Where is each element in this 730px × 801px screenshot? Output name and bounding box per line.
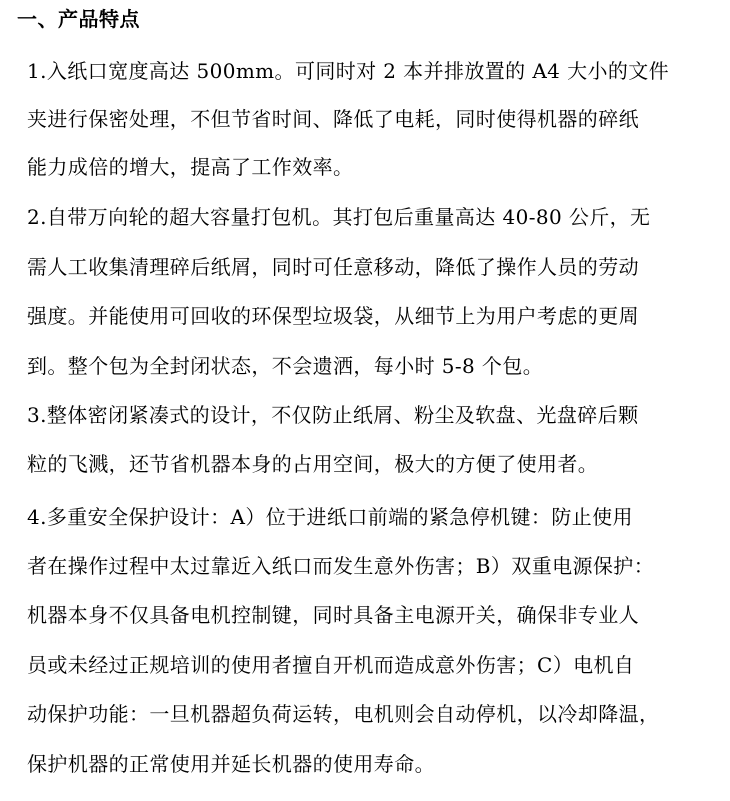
paragraph-4-line-3: 机器本身不仅具备电机控制键，同时具备主电源开关，确保非专业人 (27, 603, 639, 627)
paragraph-1-line-1: 1.入纸口宽度高达 500mm。可同时对 2 本并排放置的 A4 大小的文件 (27, 59, 670, 83)
paragraph-4-line-6: 保护机器的正常使用并延长机器的使用寿命。 (27, 752, 435, 776)
paragraph-2-line-1: 2.自带万向轮的超大容量打包机。其打包后重量高达 40-80 公斤，无 (27, 205, 651, 229)
paragraph-1-line-3: 能力成倍的增大，提高了工作效率。 (27, 155, 354, 179)
paragraph-2-line-2: 需人工收集清理碎后纸屑，同时可任意移动，降低了操作人员的劳动 (27, 255, 639, 279)
paragraph-4-line-5: 动保护功能：一旦机器超负荷运转，电机则会自动停机，以冷却降温， (27, 702, 660, 726)
paragraph-4-line-1: 4.多重安全保护设计：A）位于进纸口前端的紧急停机键：防止使用 (27, 505, 633, 529)
paragraph-4-line-2: 者在操作过程中太过靠近入纸口而发生意外伤害；B）双重电源保护： (27, 554, 655, 578)
paragraph-4-line-4: 员或未经过正规培训的使用者擅自开机而造成意外伤害；C）电机自 (27, 653, 635, 677)
paragraph-2-line-4: 到。整个包为全封闭状态，不会遗洒，每小时 5-8 个包。 (27, 354, 544, 378)
paragraph-3-line-1: 3.整体密闭紧凑式的设计，不仅防止纸屑、粉尘及软盘、光盘碎后颗 (27, 403, 639, 427)
paragraph-1-line-2: 夹进行保密处理，不但节省时间、降低了电耗，同时使得机器的碎纸 (27, 107, 639, 131)
paragraph-3-line-2: 粒的飞溅，还节省机器本身的占用空间，极大的方便了使用者。 (27, 452, 599, 476)
section-heading: 一、产品特点 (17, 7, 140, 31)
paragraph-2-line-3: 强度。并能使用可回收的环保型垃圾袋，从细节上为用户考虑的更周 (27, 304, 639, 328)
